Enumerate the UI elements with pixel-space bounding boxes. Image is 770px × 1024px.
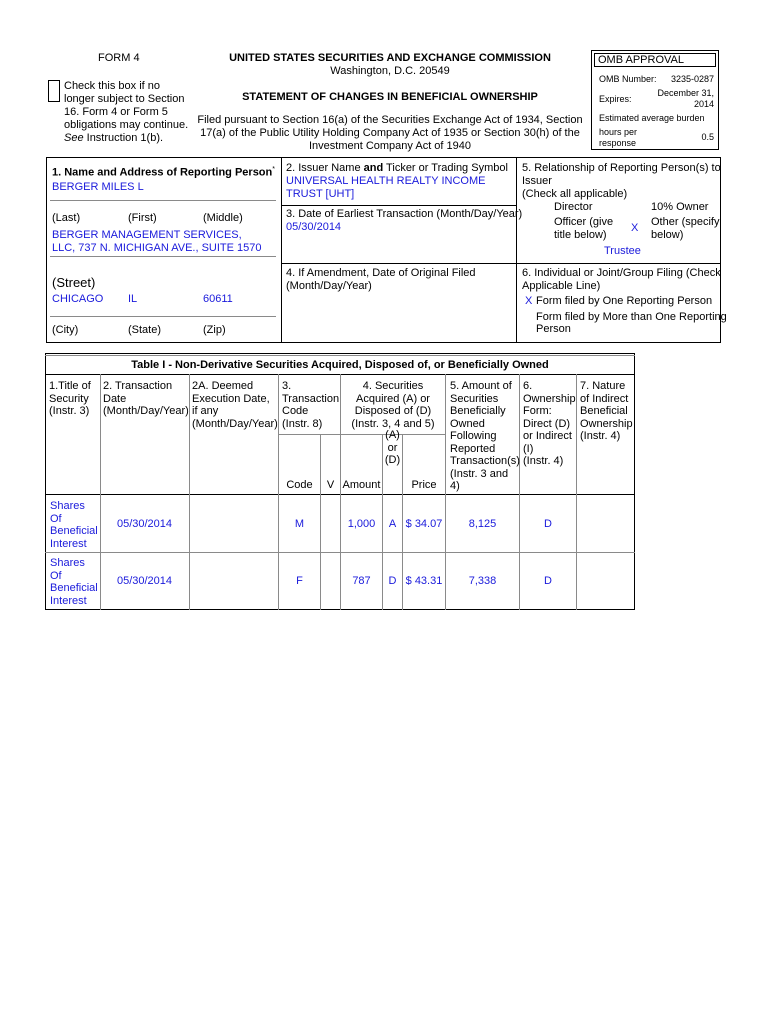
- col-owned-line-8: (Instr. 3 and: [450, 467, 509, 480]
- col-securities-line-2: Acquired (A) or: [356, 392, 430, 405]
- sub-header-or: or: [387, 441, 398, 454]
- issuer-heading-and: and: [363, 162, 384, 174]
- first-label: (First): [128, 212, 157, 224]
- row-1-date: 05/30/2014: [116, 518, 173, 530]
- officer-check-mark: X: [631, 222, 639, 234]
- omb-expires-value-1: December 31,: [657, 88, 714, 98]
- sub-header-v: V: [326, 479, 335, 491]
- col-owned-line-4: Owned: [450, 417, 485, 430]
- city-label: (City): [52, 324, 79, 336]
- ten-percent-owner-label: 10% Owner: [651, 201, 709, 213]
- state-value: IL: [128, 293, 138, 305]
- col-owned-line-9: 4): [450, 480, 460, 492]
- col-owned-line-5: Following: [450, 430, 497, 442]
- col-nature-header: [580, 380, 633, 443]
- row-2-title-line-1: Shares: [50, 557, 85, 569]
- col-deemed-line-4: (Month/Day/Year): [192, 417, 278, 430]
- last-label: (Last): [52, 212, 81, 224]
- row-2-title-line-3: Beneficial: [50, 582, 98, 594]
- check-box-line-3: 16. Form 4 or Form 5: [64, 106, 168, 118]
- col-date-header: [103, 380, 189, 418]
- row-2-title-line-2: Of: [50, 569, 62, 582]
- one-person-label: Form filed by One Reporting Person: [536, 295, 713, 307]
- col-form-line-2: Ownership: [523, 392, 576, 405]
- filed-pursuant-line-2: 17(a) of the Public Utility Holding Company Act of 1935 or Section 30(h) of the: [200, 127, 580, 139]
- issuer-heading-pre: 2. Issuer Name: [286, 162, 364, 174]
- officer-label-2: title below): [554, 229, 607, 241]
- row-2-date: 05/30/2014: [116, 575, 173, 587]
- row-2-title: [50, 557, 98, 607]
- more-persons-label-2: Person: [536, 323, 571, 335]
- agency-location: Washington, D.C. 20549: [330, 65, 450, 77]
- filed-pursuant-text: [196, 114, 584, 153]
- earliest-transaction-heading: 3. Date of Earliest Transaction (Month/Day/Year): [286, 208, 523, 220]
- omb-burden-label: Estimated average burden: [599, 113, 705, 123]
- col-nature-line-3: Beneficial: [580, 405, 628, 417]
- col-owned-line-3: Beneficially: [450, 405, 506, 417]
- row-1-amount: 1,000: [347, 518, 376, 530]
- row-2-a-or-d: D: [388, 575, 397, 587]
- other-label-2: below): [651, 229, 684, 241]
- checkbox-icon[interactable]: [48, 80, 60, 102]
- more-persons-label-1: Form filed by More than One Reporting: [536, 311, 727, 323]
- state-label: (State): [128, 324, 162, 336]
- officer-title-value: Trustee: [604, 245, 641, 257]
- col-deemed-line-2: Execution Date,: [192, 392, 270, 405]
- omb-hours-label-1: hours per: [599, 127, 638, 137]
- col-code-line-2: Transaction: [282, 392, 340, 405]
- row-1-form: D: [544, 518, 552, 530]
- col-form-line-5: or Indirect: [523, 430, 572, 442]
- check-box-instructions: [64, 80, 204, 145]
- col-code-line-3: Code: [282, 405, 309, 417]
- col-title-header: [49, 380, 91, 418]
- sub-header-a-or-d: [383, 429, 402, 467]
- issuer-name-line-1: UNIVERSAL HEALTH REALTY INCOME: [286, 175, 486, 187]
- row-2-owned: 7,338: [468, 575, 497, 587]
- col-code-line-4: (Instr. 8): [282, 417, 323, 430]
- agency-name: UNITED STATES SECURITIES AND EXCHANGE COMMISSION: [229, 52, 551, 64]
- relationship-heading-1: 5. Relationship of Reporting Person(s) to: [522, 162, 721, 174]
- check-box-line-2: longer subject to Section: [64, 93, 185, 105]
- omb-number-label: OMB Number:: [599, 74, 657, 84]
- row-2-code: F: [296, 575, 303, 587]
- sub-header-d: (D): [384, 454, 401, 466]
- filing-type-heading-2: Applicable Line): [522, 280, 601, 292]
- sub-header-amount: Amount: [342, 479, 381, 491]
- check-box-line-5: [64, 132, 204, 145]
- col-deemed-line-3: if any: [192, 405, 219, 417]
- amendment-heading-2: (Month/Day/Year): [286, 280, 372, 292]
- col-nature-line-1: 7. Nature: [580, 380, 626, 392]
- col-form-line-3: Form:: [523, 405, 552, 417]
- col-title-line-2: Security: [49, 392, 89, 405]
- col-form-line-6: (I): [523, 442, 534, 455]
- col-code-header: [282, 380, 339, 430]
- col-nature-line-5: (Instr. 4): [580, 430, 621, 442]
- col-date-line-2: Date: [103, 392, 127, 405]
- reporting-person-name: BERGER MILES L: [52, 181, 144, 193]
- col-date-line-1: 2. Transaction: [103, 380, 173, 392]
- col-nature-line-4: Ownership: [580, 417, 633, 430]
- col-nature-line-2: of Indirect: [580, 392, 629, 405]
- col-form-line-4: Direct (D): [523, 417, 571, 430]
- col-securities-header: [341, 380, 445, 430]
- zip-label: (Zip): [203, 324, 226, 336]
- sub-header-code: Code: [286, 479, 313, 491]
- col-amount-owned-header: [450, 380, 520, 493]
- row-1-title-line-1: Shares: [50, 500, 85, 512]
- row-2-form: D: [544, 575, 552, 587]
- city-value: CHICAGO: [52, 293, 104, 305]
- col-owned-line-7: Transaction(s): [450, 455, 520, 467]
- sub-header-a: (A): [385, 429, 400, 441]
- col-owned-line-2: Securities: [450, 392, 499, 405]
- earliest-transaction-date: 05/30/2014: [286, 221, 342, 233]
- address-line-1: BERGER MANAGEMENT SERVICES,: [52, 229, 242, 241]
- omb-title: OMB APPROVAL: [598, 54, 684, 66]
- omb-hours-value: 0.5: [701, 132, 714, 142]
- instruction-ref: Instruction 1(b).: [83, 132, 164, 144]
- table-1-title: Table I - Non-Derivative Securities Acquired, Disposed of, or Beneficially Owned: [131, 359, 549, 371]
- omb-approval-box: [591, 50, 719, 150]
- street-label: (Street): [52, 275, 96, 290]
- row-1-a-or-d: A: [388, 518, 397, 530]
- one-person-check-mark: X: [525, 295, 533, 307]
- filed-pursuant-line-3: Investment Company Act of 1940: [308, 140, 472, 152]
- officer-label-1: Officer (give: [554, 216, 614, 228]
- issuer-heading-post: Ticker or Trading Symbol: [383, 162, 508, 174]
- omb-number-value: 3235-0287: [670, 74, 714, 84]
- row-1-title-line-4: Interest: [50, 537, 87, 550]
- row-2-title-line-4: Interest: [50, 594, 87, 607]
- see-word: See: [64, 132, 84, 144]
- col-deemed-header: [192, 380, 278, 430]
- check-box-line-1: Check this box if no: [64, 80, 160, 92]
- row-1-owned: 8,125: [468, 518, 497, 530]
- row-1-title: [50, 500, 98, 550]
- check-all-applicable: (Check all applicable): [522, 188, 628, 200]
- sub-header-price: Price: [411, 479, 437, 491]
- director-label: Director: [554, 201, 593, 213]
- row-1-price: $ 34.07: [405, 518, 443, 530]
- address-line-2: LLC, 737 N. MICHIGAN AVE., SUITE 1570: [52, 242, 262, 254]
- col-date-line-3: (Month/Day/Year): [103, 405, 189, 417]
- col-deemed-line-1: 2A. Deemed: [192, 380, 254, 392]
- relationship-heading-2: Issuer: [522, 175, 552, 187]
- zip-value: 60611: [203, 293, 233, 305]
- col-form-line-1: 6.: [523, 380, 533, 392]
- row-2-amount: 787: [352, 575, 371, 587]
- col-owned-line-1: 5. Amount of: [450, 380, 512, 392]
- reporting-person-heading-text: 1. Name and Address of Reporting Person: [52, 166, 273, 179]
- issuer-heading: [286, 162, 508, 174]
- filed-pursuant-line-1: Filed pursuant to Section 16(a) of the Securities Exchange Act of 1934, Section: [197, 114, 583, 126]
- col-code-line-1: 3.: [282, 380, 292, 392]
- col-title-line-3: (Instr. 3): [49, 405, 90, 417]
- row-2-price: $ 43.31: [405, 575, 443, 587]
- col-form-line-7: (Instr. 4): [523, 455, 564, 467]
- other-label-1: Other (specify: [651, 216, 720, 228]
- col-ownership-form-header: [523, 380, 576, 468]
- omb-expires-value-2: 2014: [693, 99, 714, 109]
- row-1-title-line-2: Of: [50, 512, 62, 525]
- asterisk: *: [272, 166, 275, 173]
- middle-label: (Middle): [203, 212, 243, 224]
- omb-hours-label-2: response: [599, 138, 637, 148]
- col-securities-line-3: Disposed of (D): [354, 405, 432, 417]
- reporting-person-heading: [52, 166, 275, 179]
- col-owned-line-6: Reported: [450, 442, 496, 455]
- form-label: FORM 4: [98, 52, 140, 64]
- check-box-line-4: obligations may continue.: [64, 119, 189, 131]
- col-title-line-1: 1.Title of: [49, 380, 91, 392]
- row-1-title-line-3: Beneficial: [50, 525, 98, 537]
- omb-expires-label: Expires:: [599, 94, 632, 104]
- row-1-code: M: [294, 518, 305, 530]
- amendment-heading-1: 4. If Amendment, Date of Original Filed: [286, 267, 476, 279]
- col-securities-line-1: 4. Securities: [362, 380, 424, 392]
- col-securities-line-4: (Instr. 3, 4 and 5): [351, 417, 435, 430]
- statement-title: STATEMENT OF CHANGES IN BENEFICIAL OWNERSHIP: [242, 91, 538, 103]
- filing-type-heading-1: 6. Individual or Joint/Group Filing (Check: [522, 267, 721, 279]
- issuer-name-line-2: TRUST [UHT]: [286, 188, 355, 200]
